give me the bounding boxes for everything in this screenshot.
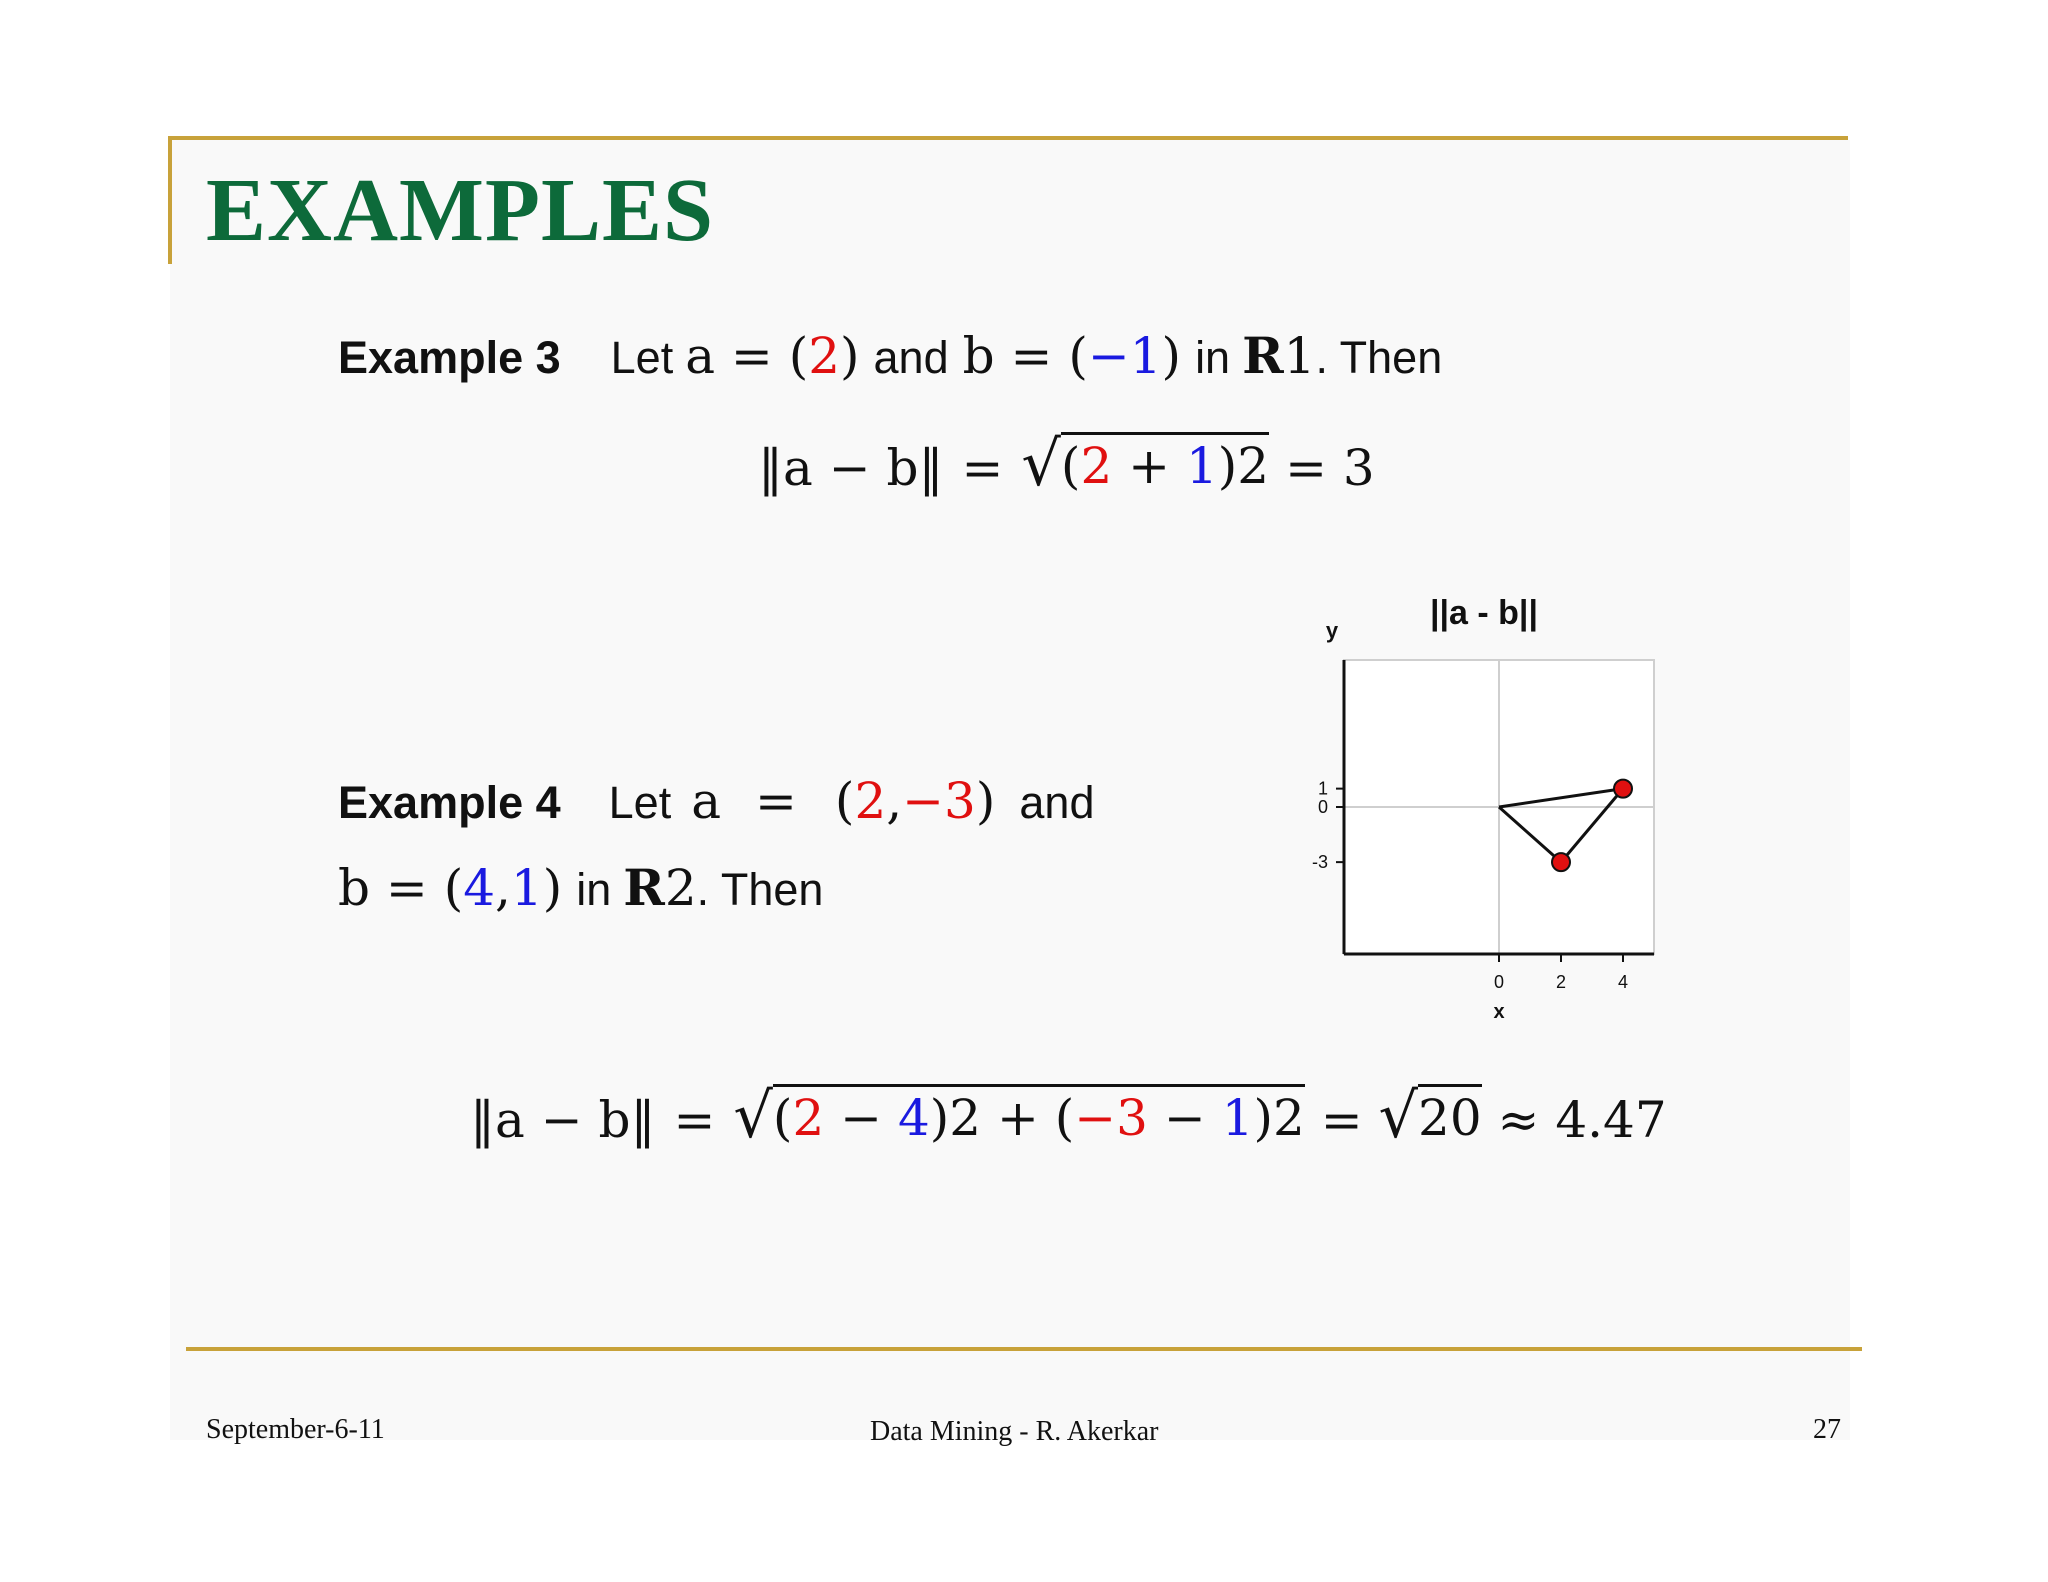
plus-sign: + (1112, 437, 1186, 495)
chart-title: ||a - b|| (1430, 594, 1538, 632)
example4-let: Let (608, 777, 672, 828)
example4-formula (470, 1079, 1667, 1152)
bottom-rule (186, 1347, 1862, 1351)
example4-var-b: b = ( (338, 859, 464, 917)
example4-b-x: 4 (463, 859, 496, 917)
example3-result: = 3 (1285, 439, 1375, 497)
example3-then: . Then (1315, 332, 1443, 383)
example4-approx: ≈ 4.47 (1481, 1091, 1667, 1149)
y-tick-label: -3 (1311, 852, 1328, 873)
footer-title: Data Mining - R. Akerkar (870, 1416, 1159, 1447)
example3-equals: = (961, 439, 1004, 497)
sqrt-20 (1378, 1079, 1482, 1152)
example4-a-x: 2 (854, 772, 887, 830)
example3-formula (758, 427, 1375, 500)
example4-sqrt (733, 1079, 1305, 1152)
y-tick-label: 0 (1317, 797, 1328, 817)
example3-space: R (1242, 326, 1284, 385)
example4-paren-a-open: ( (834, 772, 855, 830)
example4-paren-b-close: ) (542, 859, 563, 917)
sqrt-sign: √ (1021, 427, 1061, 500)
equals-2: = (1304, 1091, 1379, 1149)
minus-sign: − (1148, 1089, 1222, 1147)
footer-page-number: 27 (1813, 1414, 1841, 1445)
example4-equals-a: = (755, 772, 797, 830)
example4-paren-a-close: ) (975, 772, 996, 830)
paren-close: ) (1253, 1089, 1274, 1147)
example3-term-1: 2 (1080, 437, 1113, 495)
example4-equals: = (673, 1091, 716, 1149)
example4-statement-line2: b = ( 4 , 1 ) in R 2 . Then (338, 858, 824, 917)
example4-in: in (576, 864, 612, 915)
y-axis-label: y (1325, 618, 1339, 643)
x-tick-label: 2 (1555, 972, 1567, 992)
paren-open: ( (1060, 437, 1081, 495)
example4-statement-line1 (338, 772, 1094, 830)
example3-term-2: 1 (1185, 437, 1218, 495)
example4-term-4: 1 (1221, 1089, 1254, 1147)
example4-norm: ‖a − b‖ (470, 1091, 656, 1149)
example4-term-1: 2 (792, 1089, 825, 1147)
paren-close: ) (929, 1089, 950, 1147)
example4-then: . Then (696, 864, 824, 915)
x-tick-label: 4 (1617, 972, 1629, 992)
example4-a-y: −3 (902, 772, 976, 830)
example3-and: and (873, 332, 949, 383)
x-axis-label: x (1493, 1001, 1505, 1023)
minus-sign: − (824, 1089, 898, 1147)
top-rule (168, 136, 1848, 140)
comma: , (886, 772, 903, 830)
example3-b-value: −1 (1087, 327, 1162, 385)
example4-and: and (1019, 777, 1095, 828)
example3-var-b: b = ( (962, 327, 1088, 385)
example4-radicand: ( 2 − 4 ) 2 + ( −3 − 1 ) 2 (773, 1084, 1305, 1147)
sqrt-20-radicand (1418, 1084, 1482, 1147)
comma: , (495, 859, 511, 917)
sqrt-sign: √ (1378, 1079, 1419, 1152)
radicand-20: 20 (1418, 1089, 1482, 1147)
example4-term-3: −3 (1074, 1089, 1148, 1147)
example3-statement: Example 3 Let a = ( 2 ) and b = ( −1 ) in R 1 . Then (338, 326, 1443, 385)
paren-open: ( (772, 1089, 793, 1147)
example3-let: Let (610, 332, 674, 383)
example3-sqrt (1021, 427, 1270, 500)
example3-paren-a: ) (840, 327, 860, 385)
example4-b-y: 1 (510, 859, 543, 917)
example3-radicand: ( 2 + 1 ) 2 (1061, 432, 1269, 495)
left-rule (168, 136, 172, 264)
example3-paren-b: ) (1161, 327, 1182, 385)
example3-label: Example 3 (338, 332, 561, 383)
plus-sign: + ( (981, 1089, 1075, 1147)
example3-a-value: 2 (808, 327, 841, 385)
x-tick-label: 0 (1493, 972, 1505, 992)
y-tick-label: 1 (1317, 778, 1328, 799)
paren-close: ) (1217, 437, 1238, 495)
example3-in: in (1195, 332, 1231, 383)
footer-date: September-6-11 (206, 1414, 385, 1445)
example4-term-2: 4 (897, 1089, 930, 1147)
data-point (1552, 853, 1570, 871)
example4-space: R (623, 858, 665, 917)
example3-norm: ‖a − b‖ (758, 439, 944, 497)
example4-var-a: a (691, 772, 722, 830)
distance-chart (1290, 580, 1690, 1040)
sqrt-sign: √ (733, 1079, 773, 1152)
example4-label: Example 4 (338, 777, 561, 828)
data-point (1614, 780, 1632, 798)
example3-var-a: a = ( (685, 327, 809, 385)
slide-title: EXAMPLES (206, 161, 715, 260)
